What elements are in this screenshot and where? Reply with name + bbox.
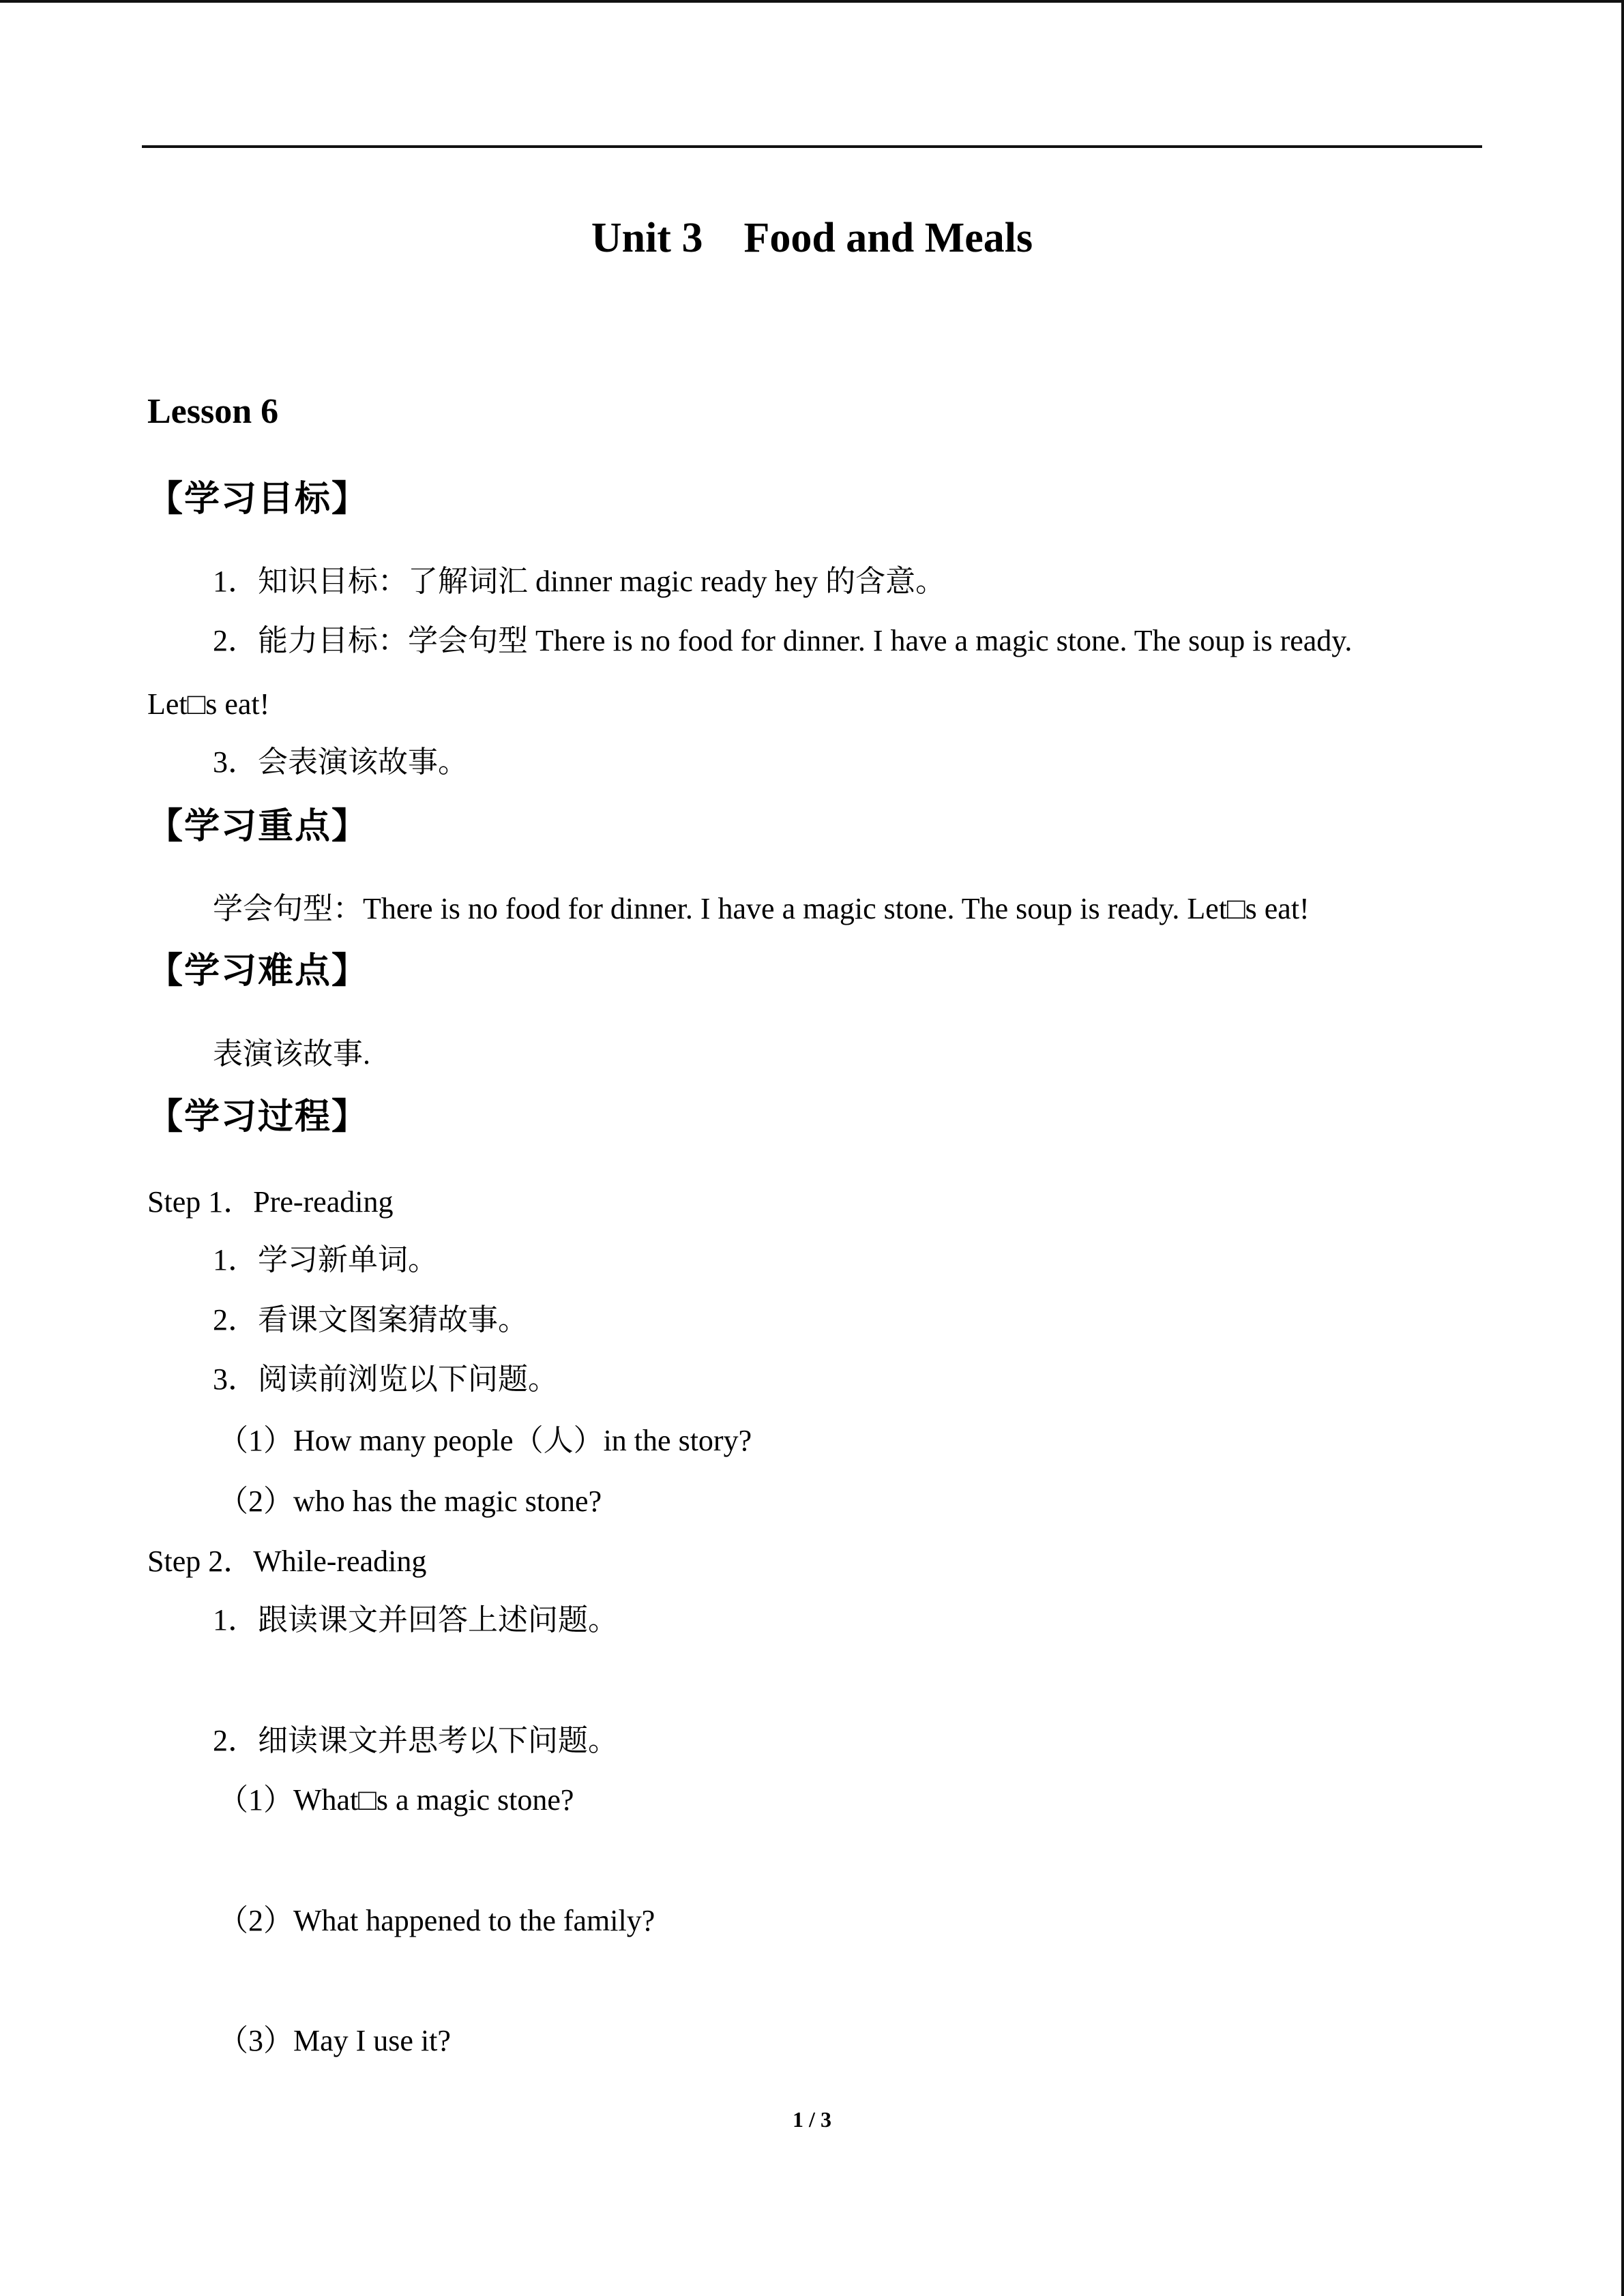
step-2-question-3: （3）May I use it? [218,2024,451,2057]
objective-item-3: 3．会表演该故事。 [213,745,468,779]
page-indicator: 1 / 3 [793,2107,831,2132]
title-unit: Unit 3 [591,215,703,261]
page-right-border [1621,0,1624,2296]
objective-item-2-continued: Let□s eat! [147,687,270,721]
step-2-item-2: 2．细读课文并思考以下问题。 [213,1724,618,1757]
objective-item-2: 2．能力目标：学会句型 There is no food for dinner. I have a magic stone. The soup is ready. [213,624,1353,657]
step-1-item-2: 2．看课文图案猜故事。 [213,1303,528,1337]
step-1-item-1: 1．学习新单词。 [213,1243,438,1277]
difficulties-text: 表演该故事. [213,1037,370,1071]
section-heading-key-points: 【学习重点】 [147,806,369,847]
step-2-label: Step 2．While-reading [147,1545,427,1578]
objective-item-1: 1．知识目标：了解词汇 dinner magic ready hey 的含意。 [213,565,946,598]
step-2-question-1: （1）What□s a magic stone? [218,1783,574,1817]
step-1-item-3: 3．阅读前浏览以下问题。 [213,1362,558,1396]
step-1-question-2: （2）who has the magic stone? [218,1485,602,1518]
step-2-item-1: 1．跟读课文并回答上述问题。 [213,1603,618,1637]
section-heading-process: 【学习过程】 [147,1097,369,1137]
title-topic: Food and Meals [743,215,1033,261]
step-1-label: Step 1．Pre-reading [147,1185,394,1219]
step-1-question-1: （1）How many people（人）in the story? [218,1424,752,1457]
key-points-text: 学会句型：There is no food for dinner. I have a magic stone. The soup is ready. Let□s eat! [213,892,1310,925]
section-heading-objectives: 【学习目标】 [147,479,369,520]
page-top-border [0,0,1624,3]
section-heading-difficulties: 【学习难点】 [147,951,369,992]
step-2-question-2: （2）What happened to the family? [218,1904,655,1937]
header-rule [142,145,1482,148]
lesson-heading: Lesson 6 [147,392,279,431]
page-title [0,217,1624,259]
